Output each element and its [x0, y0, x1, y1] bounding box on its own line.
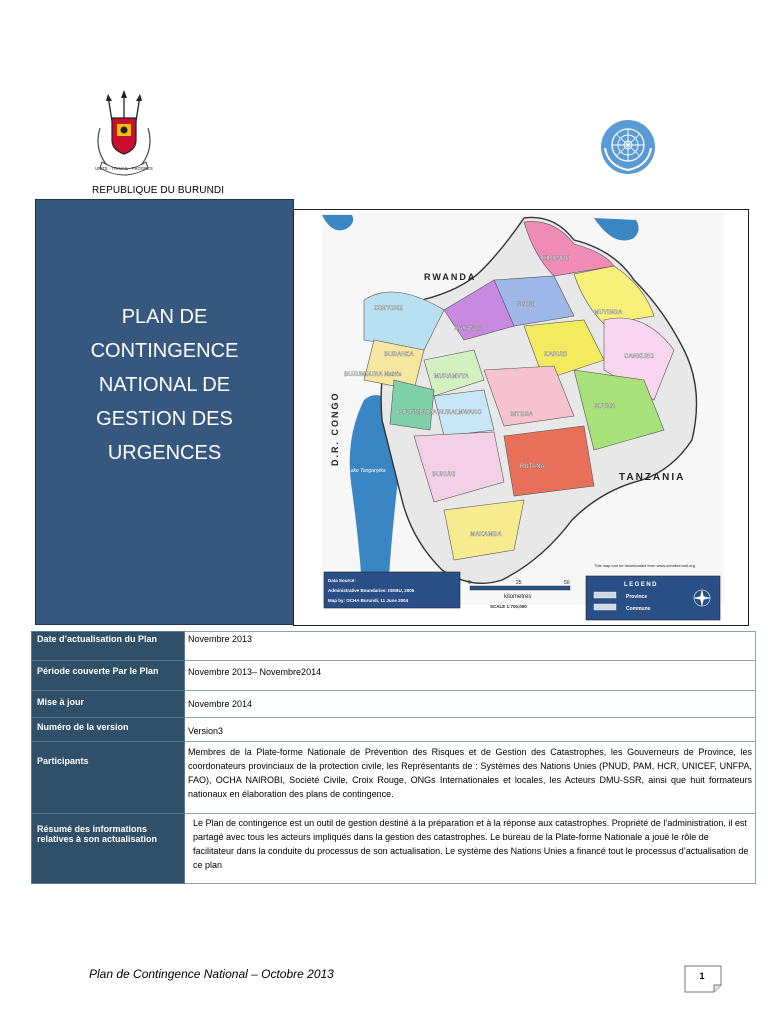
province-rutana [504, 426, 594, 496]
province-label: GITEGA [510, 412, 534, 418]
row-label: Période couverte Par le Plan [32, 661, 185, 691]
row-label: Participants [32, 742, 185, 814]
title-line: PLAN DE [121, 306, 208, 328]
coat-of-arms-emblem [88, 88, 160, 188]
table-row [32, 718, 756, 742]
row-value: Novembre 2013 [185, 632, 756, 661]
burundi-map [294, 210, 748, 625]
legend-province: Province [626, 594, 648, 600]
scale-ratio: SCALE 1:700,000 [490, 604, 527, 609]
scale-tick: 50 [564, 580, 570, 586]
row-label: Mise à jour [32, 691, 185, 718]
row-label: Date d’actualisation du Plan [32, 632, 185, 661]
row-value: Novembre 2013– Novembre2014 [185, 661, 756, 691]
page-number: 1 [699, 971, 705, 981]
footer-text: Plan de Contingence National – Octobre 2013 [89, 967, 334, 981]
row-value: Membres de la Plate-forme Nationale de Prévention des Risques et de Gestion des Catastrophes, les Gouverneurs de Province, les coordonateurs provinciaux de la protection civile, les Représentants de : Systèmes des Nations Unies (PNUD, PAM, HCR, UNICEF, UNFPA, FAO), OCHA NAIROBI, Société Civile, Croix Rouge, ONGs Internationales et locales, les Acteurs DMU-SSR, ainsi que huit formateurs nationaux en élaboration des plans de contingence. [185, 742, 756, 814]
country-name: REPUBLIQUE DU BURUNDI [92, 185, 225, 196]
scale-tick: 0 [468, 580, 471, 586]
coat-motto-text: UNITE · TRAVAIL · PROGRES [95, 166, 153, 171]
map-source-line: Administrative Boundaries: ISEBU, 2005 [328, 588, 415, 593]
page-number-box [684, 965, 724, 993]
table-row [32, 691, 756, 718]
table-row [32, 632, 756, 661]
label-rwanda: RWANDA [424, 272, 477, 282]
province-label: MURAMVYA [434, 374, 469, 380]
province-label: CIBITOKE [374, 306, 403, 312]
row-label: Résumé des informations relatives à son actualisation [32, 814, 185, 884]
plan-info-table [31, 631, 756, 884]
province-label: MWARO [458, 410, 482, 416]
legend-title: LEGEND [624, 582, 659, 588]
province-label: KIRUNDO [542, 256, 570, 262]
legend-commune: Commune [626, 606, 651, 612]
table-row [32, 742, 756, 814]
province-label: MAKAMBA [470, 532, 502, 538]
label-drc: D.R. CONGO [330, 391, 340, 466]
province-label: MUYINGA [594, 310, 623, 316]
table-row [32, 661, 756, 691]
province-label: BUBANZA [384, 352, 414, 358]
document-title [36, 300, 293, 470]
scale-tick: 25 [516, 580, 522, 586]
title-panel [35, 199, 294, 625]
province-label: NGOZI [516, 302, 535, 308]
download-note: This map can be downloaded from www.ochaburundi.org [594, 563, 695, 568]
province-label: KAYANZA [454, 326, 483, 332]
province-label: BUJUMBURA RURAL [398, 410, 460, 416]
province-label: BUJUMBURA Mairie [344, 372, 402, 378]
un-emblem [595, 118, 661, 176]
province-label: RUTANA [520, 464, 545, 470]
province-label: BURURI [432, 472, 456, 478]
row-value: Version3 [185, 718, 756, 742]
scale-bar [470, 586, 570, 590]
title-line: URGENCES [107, 442, 222, 464]
province-label: KARUZI [544, 352, 567, 358]
title-line: NATIONAL DE [98, 374, 231, 396]
province-label: RUYIGI [594, 404, 615, 410]
label-tanzania: TANZANIA [619, 472, 686, 483]
title-line: CONTINGENCE [90, 340, 239, 362]
row-value: Novembre 2014 [185, 691, 756, 718]
burundi-map-frame [293, 209, 749, 626]
label-lake: Lake Tanganyika [348, 468, 386, 474]
map-source-line: Data Source: [328, 578, 356, 583]
table-row [32, 814, 756, 884]
province-label: CANKUZO [624, 354, 654, 360]
row-value: Le Plan de contingence est un outil de gestion destiné à la préparation et à la réponse aux catastrophes. Propriété de l’administration, il est partagé avec tous les acteurs impliqués dans la gestion des catastrophes. Le bureau de la Plate-forme Nationale a joué le rôle de facilitateur dans la conduite du processus de son actualisation. Le système des Nations Unies a financé tout le processus d’actualisation de ce plan [185, 814, 756, 884]
title-line: GESTION DES [96, 408, 233, 430]
scale-unit: kilometres [504, 594, 532, 600]
map-source-line: Map by: OCHA Burundi, 11 June 2004 [328, 598, 409, 603]
row-label: Numéro de la version [32, 718, 185, 742]
